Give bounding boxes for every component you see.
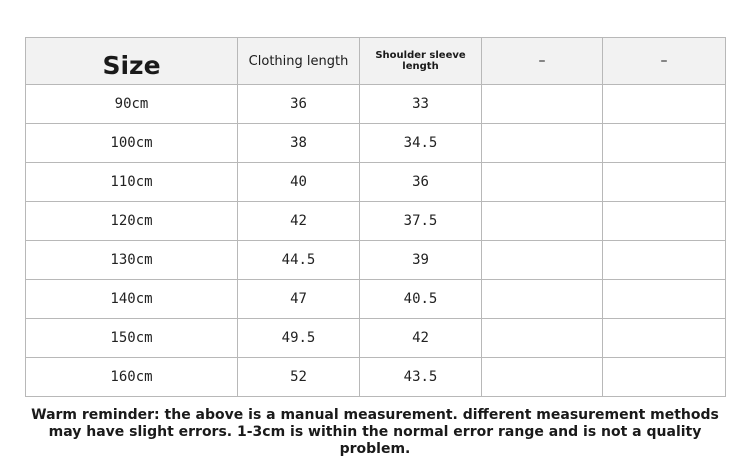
cell-clothing-length: 47 <box>238 280 360 319</box>
cell-size: 130cm <box>26 241 238 280</box>
cell-column-4 <box>482 202 603 241</box>
cell-column-5 <box>603 124 726 163</box>
cell-shoulder-sleeve: 40.5 <box>360 280 482 319</box>
table-row <box>26 241 726 280</box>
cell-shoulder-sleeve: 34.5 <box>360 124 482 163</box>
cell-shoulder-sleeve: 43.5 <box>360 358 482 397</box>
warm-reminder-note: Warm reminder: the above is a manual measurement. different measurement methods may have slight errors. 1-3cm is within the normal error range and is not a quality problem. <box>31 407 719 457</box>
header-shoulder-line1: Shoulder sleeve <box>375 50 466 61</box>
cell-clothing-length: 36 <box>238 85 360 124</box>
cell-size: 120cm <box>26 202 238 241</box>
header-shoulder-sleeve-length <box>360 38 482 85</box>
cell-clothing-length: 40 <box>238 163 360 202</box>
cell-shoulder-sleeve: 33 <box>360 85 482 124</box>
cell-column-5 <box>603 280 726 319</box>
cell-size: 90cm <box>26 85 238 124</box>
header-column-5: – <box>603 38 726 85</box>
header-size: Size <box>26 38 238 85</box>
table-row <box>26 124 726 163</box>
size-chart-table <box>25 37 726 397</box>
table-row <box>26 163 726 202</box>
cell-clothing-length: 44.5 <box>238 241 360 280</box>
cell-size: 150cm <box>26 319 238 358</box>
cell-clothing-length: 49.5 <box>238 319 360 358</box>
cell-shoulder-sleeve: 42 <box>360 319 482 358</box>
cell-column-5 <box>603 202 726 241</box>
cell-shoulder-sleeve: 36 <box>360 163 482 202</box>
cell-size: 160cm <box>26 358 238 397</box>
table-row <box>26 202 726 241</box>
header-shoulder-line2: length <box>402 61 439 72</box>
cell-column-4 <box>482 319 603 358</box>
cell-column-4 <box>482 124 603 163</box>
cell-clothing-length: 52 <box>238 358 360 397</box>
cell-column-5 <box>603 163 726 202</box>
cell-column-4 <box>482 358 603 397</box>
cell-column-5 <box>603 85 726 124</box>
cell-column-5 <box>603 358 726 397</box>
cell-shoulder-sleeve: 37.5 <box>360 202 482 241</box>
table-row <box>26 280 726 319</box>
cell-column-4 <box>482 85 603 124</box>
cell-clothing-length: 38 <box>238 124 360 163</box>
header-clothing-length: Clothing length <box>238 38 360 85</box>
table-header-row <box>26 38 726 85</box>
cell-column-5 <box>603 319 726 358</box>
table-row <box>26 85 726 124</box>
table-row <box>26 319 726 358</box>
header-column-4: – <box>482 38 603 85</box>
cell-column-4 <box>482 163 603 202</box>
table-body <box>26 85 726 397</box>
cell-column-4 <box>482 280 603 319</box>
cell-size: 100cm <box>26 124 238 163</box>
cell-size: 110cm <box>26 163 238 202</box>
cell-column-4 <box>482 241 603 280</box>
table-row <box>26 358 726 397</box>
cell-shoulder-sleeve: 39 <box>360 241 482 280</box>
cell-size: 140cm <box>26 280 238 319</box>
cell-clothing-length: 42 <box>238 202 360 241</box>
cell-column-5 <box>603 241 726 280</box>
